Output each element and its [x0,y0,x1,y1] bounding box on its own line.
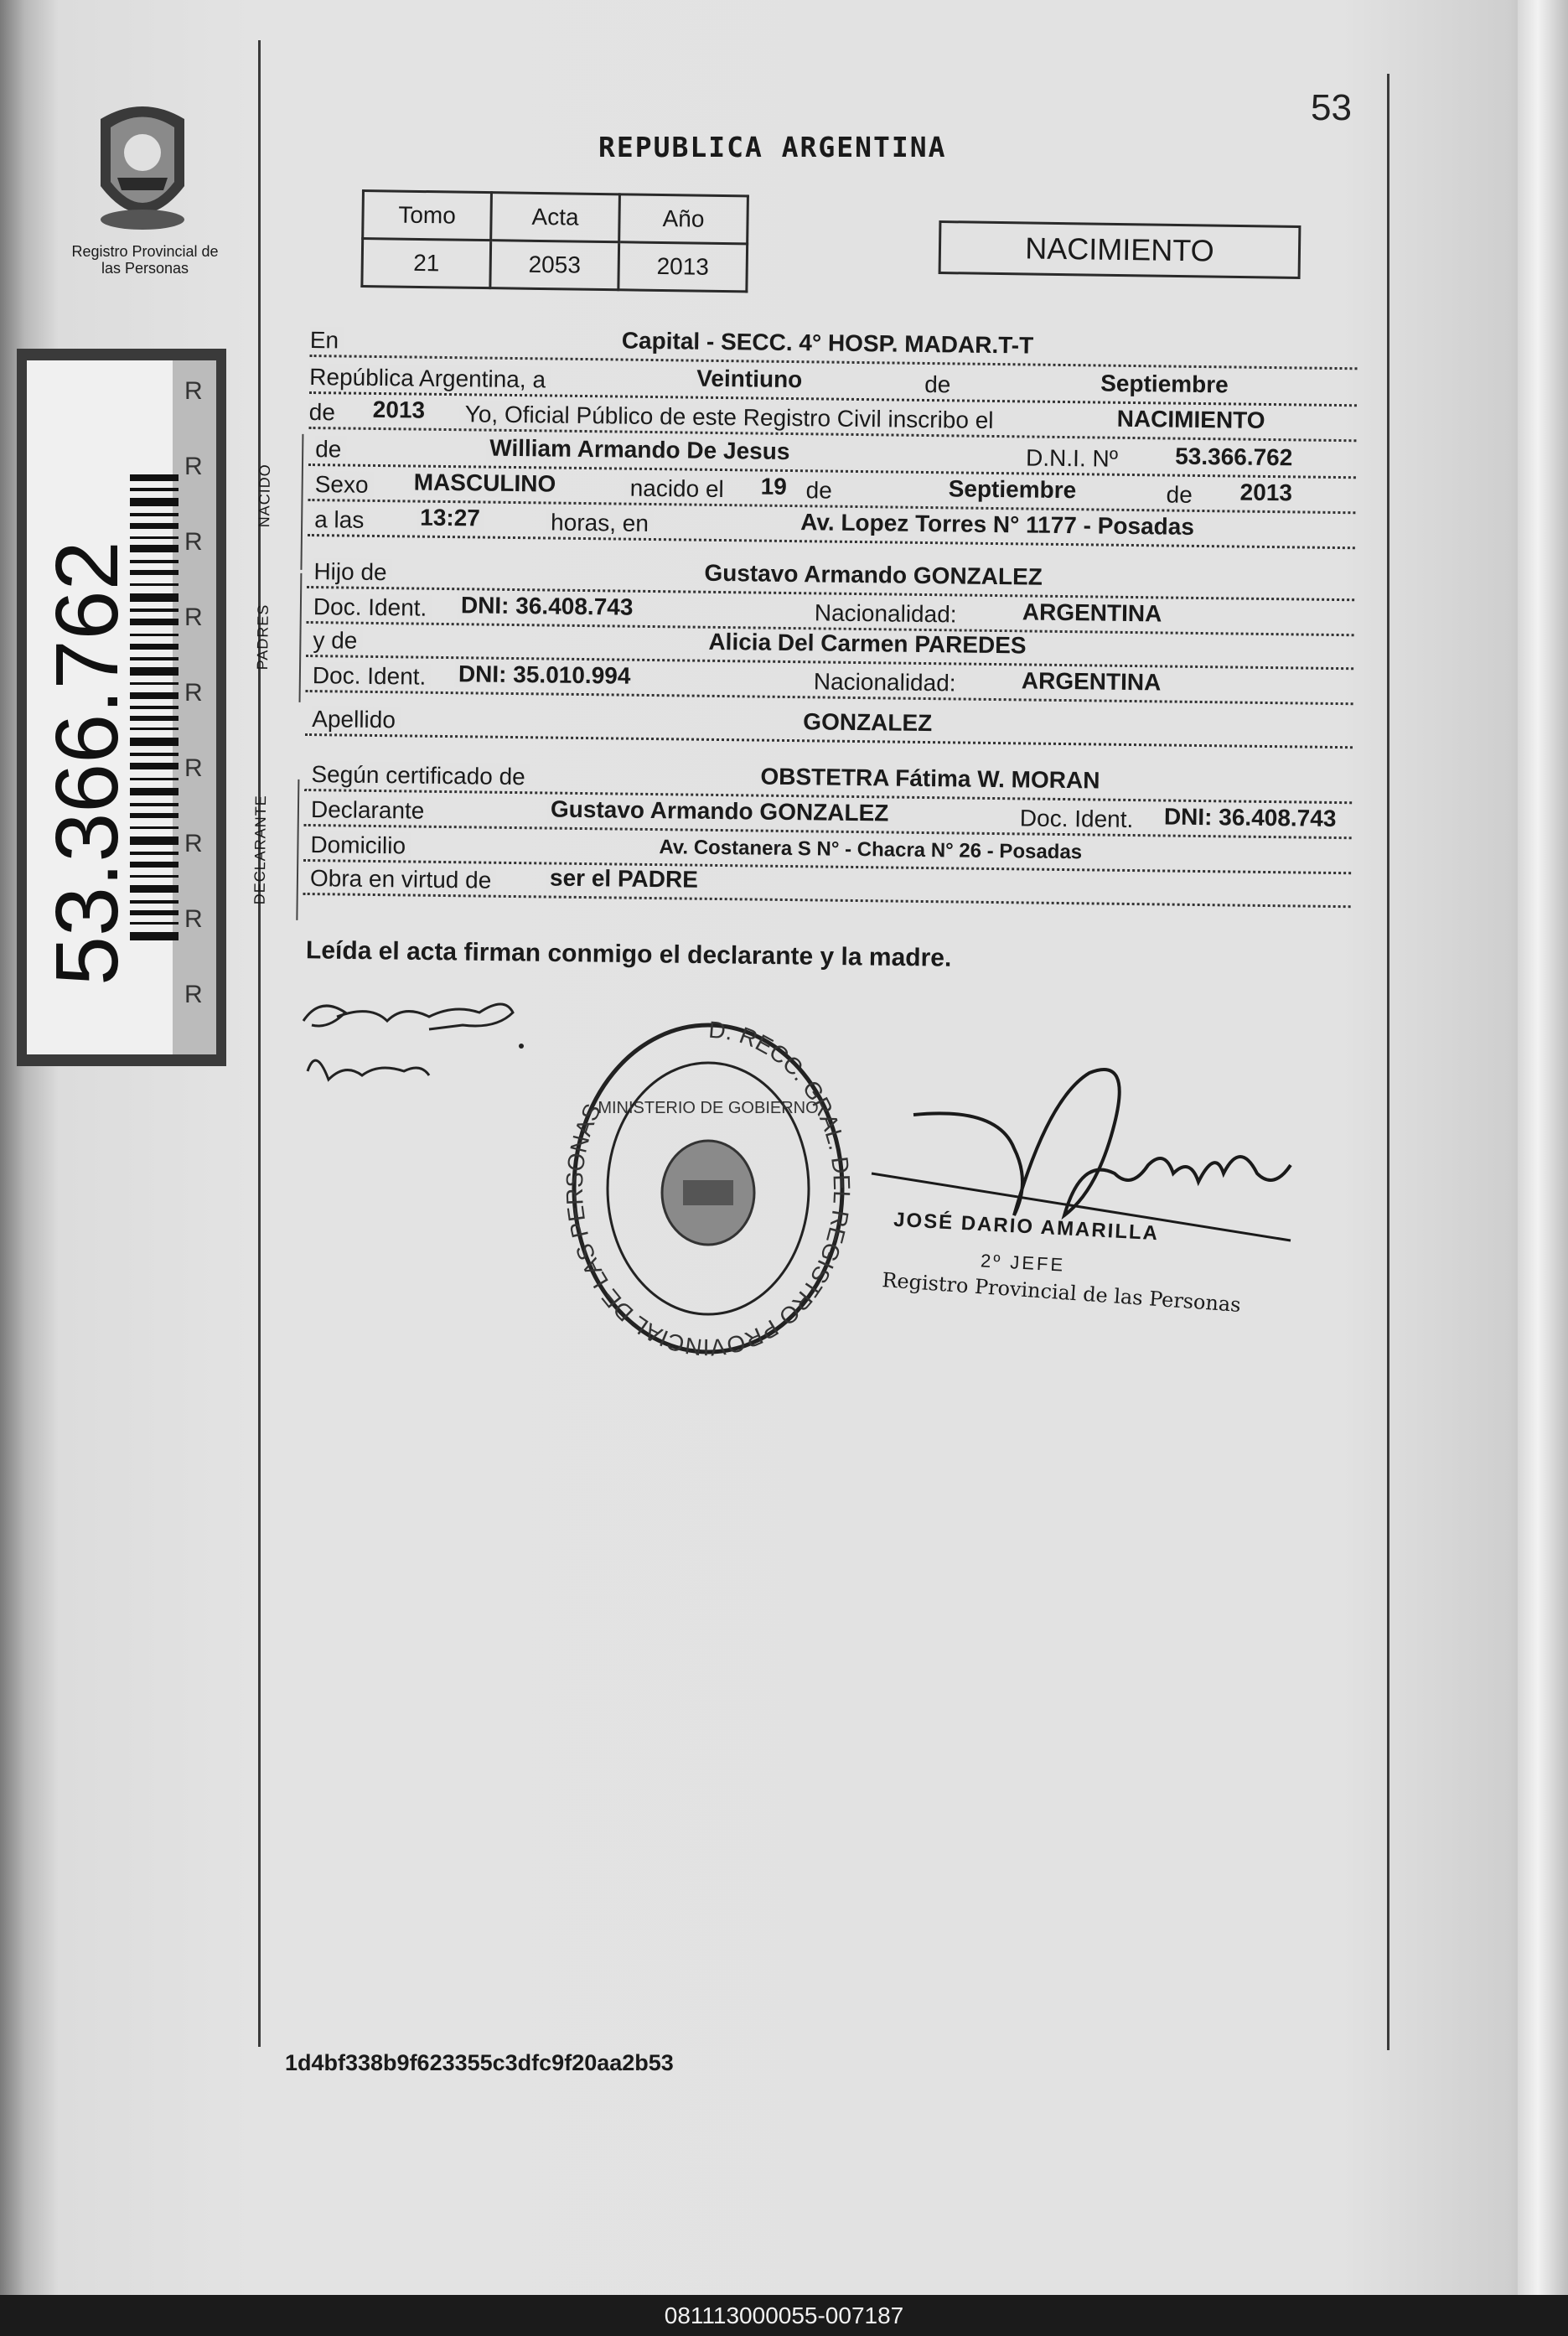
label-padres: PADRES [253,603,272,671]
official-seal [561,1013,855,1365]
row-certificado: Según certificado de OBSTETRA Fátima W. MORAN [304,761,1352,807]
birth-record-form [251,327,1358,905]
right-border-line [1387,74,1389,2050]
acta-header: Acta [491,193,620,242]
row-domicilio: Domicilio Av. Costanera S N° - Chacra N° 26 - Posadas [303,831,1351,878]
acta-value: 2053 [490,241,619,290]
document-type-box: NACIMIENTO [939,220,1301,279]
registry-name: Registro Provincial de las Personas [71,243,219,277]
row-padre: Hijo de Gustavo Armando GONZALEZ [307,558,1354,604]
svg-text:R: R [184,830,203,857]
row-hora: a las 13:27 horas, en Av. Lopez Torres N° 1177 - Posadas [308,506,1355,552]
anio-value: 2013 [618,242,748,292]
row-padre-doc: Doc. Ident. DNI: 36.408.743 Nacionalidad: ARGENTINA [307,593,1354,640]
svg-text:R: R [184,679,203,707]
row-en: En Capital - SECC. 4° HOSP. MADAR.T-T [310,327,1358,373]
anio-header: Año [619,194,748,244]
svg-text:R: R [184,905,203,933]
row-sexo: Sexo MASCULINO nacido el 19 de Septiembre de 2013 [308,471,1355,517]
page-number: 53 [1311,87,1352,128]
document-hash: 1d4bf338b9f623355c3dfc9f20aa2b53 [285,2050,674,2075]
svg-text:R: R [184,453,203,480]
row-republica: República Argentina, a Veintiuno de Septiembre [309,364,1357,410]
provincial-emblem-icon [84,94,201,241]
official-title: 2º JEFE [980,1250,1066,1276]
closing-statement: Leída el acta firman conmigo el declarante y la madre. [305,936,952,972]
svg-text:R: R [184,754,203,782]
registry-table [360,189,749,293]
id-barcode-stamp [17,349,226,1066]
svg-text:R: R [184,528,203,556]
country-title: REPUBLICA ARGENTINA [598,131,947,163]
stamp-id-number: 53.366.762 [38,541,137,986]
left-border-line [258,40,261,2047]
official-office: Registro Provincial de las Personas [881,1268,1242,1317]
tomo-header: Tomo [363,191,492,241]
svg-text:R: R [184,377,203,405]
official-name: JOSÉ DARIO AMARILLA [893,1208,1160,1246]
row-madre-doc: Doc. Ident. DNI: 35.010.994 Nacionalidad: ARGENTINA [306,662,1353,708]
label-declarante: DECLARANTE [251,795,270,905]
book-edge [1518,0,1568,2295]
row-obra: Obra en virtud de ser el PADRE [303,865,1351,911]
svg-text:R: R [184,603,203,631]
row-anio: de 2013 Yo, Oficial Público de este Registro Civil inscribo el NACIMIENTO [308,399,1356,445]
label-nacido: NACIDO [256,464,273,528]
row-declarante: Declarante Gustavo Armando GONZALEZ Doc. Ident. DNI: 36.408.743 [304,796,1352,842]
svg-text:D. RECC. GRAL. DEL REGISTRO PR: D. RECC. GRAL. DEL REGISTRO PROVINCIAL DE LAS PERSONAS [561,1016,855,1361]
row-madre: y de Alicia Del Carmen PAREDES [306,627,1353,673]
footer-id: 081113000055-007187 [0,2295,1568,2336]
svg-text:R: R [184,981,203,1008]
declarant-signature [295,979,538,1113]
row-apellido: Apellido GONZALEZ [305,706,1353,752]
row-nombre: de William Armando De Jesus D.N.I. Nº 53.366.762 [308,436,1356,482]
svg-text:MINISTERIO DE GOBIERNO: MINISTERIO DE GOBIERNO [598,1099,819,1117]
tomo-value: 21 [362,239,491,288]
